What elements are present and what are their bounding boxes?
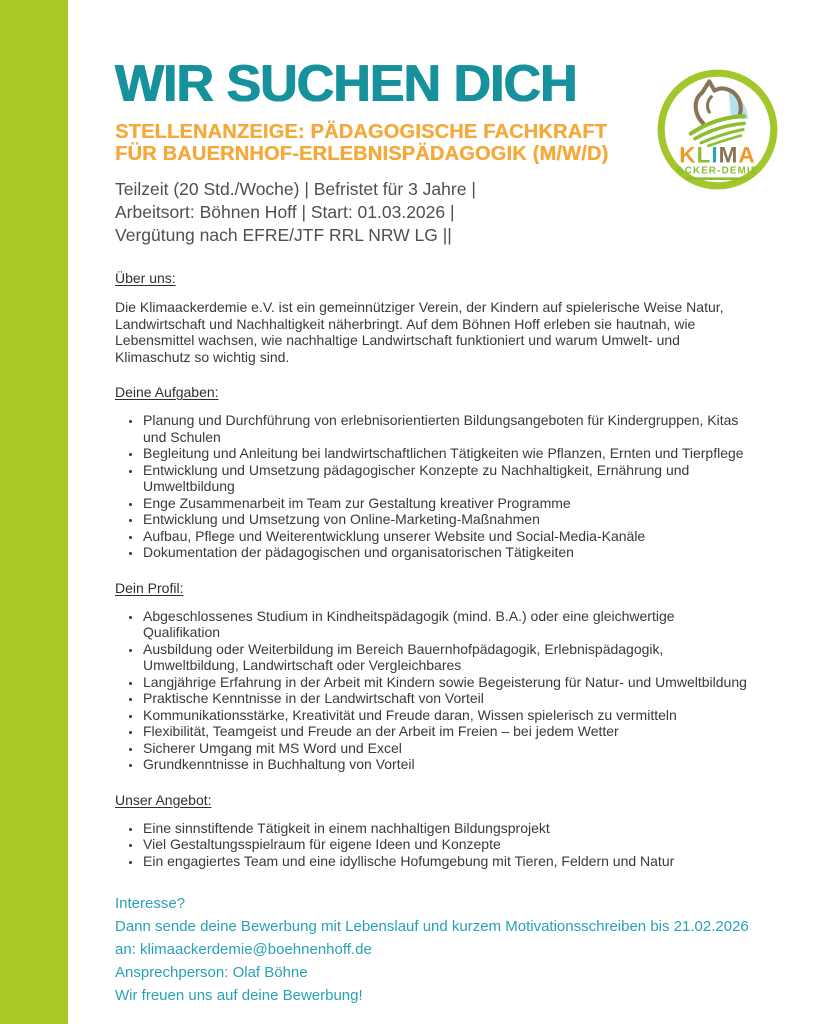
section-angebot — [115, 792, 755, 870]
list-item: • Enge Zusammenarbeit im Team zur Gestaltung kreativer Programme — [142, 495, 755, 512]
subtitle-line: STELLENANZEIGE: PÄDAGOGISCHE FACHKRAFT — [115, 121, 608, 143]
about-paragraph: Die Klimaackerdemie e.V. ist ein gemeinnütziger Verein, der Kindern auf spielerische Weise Natur, Landwirtschaft und Nachhaltigkeit näherbringt. Auf dem Böhnen Hoff erleben sie hautnah, wie Lebensmittel wachsen, wie nachhaltige Landwirtschaft funktioniert und warum Umwelt- und Klimaschutz so wichtig sind. — [115, 299, 724, 365]
section-profil — [115, 580, 755, 773]
logo-wordmark-klima: KLIMA — [679, 142, 756, 168]
page-title: WIR SUCHEN DICH — [115, 55, 577, 113]
logo-wordmark-ackerdemie: ACKER-DEMIE — [676, 165, 759, 177]
contact-line: Dann sende deine Bewerbung mit Lebenslauf und kurzem Motivationsschreiben bis 21.02.2026 an: klimaackerdemie@boehnenhoff.de — [115, 918, 749, 958]
section-heading-profil: Dein Profil: — [115, 579, 184, 596]
list-item: • Ein engagiertes Team und eine idyllische Hofumgebung mit Tieren, Feldern und Natur — [142, 853, 755, 870]
meta-line: Vergütung nach EFRE/JTF RRL NRW LG || — [115, 225, 452, 245]
list-item: • Abgeschlossenes Studium in Kindheitspädagogik (mind. B.A.) oder eine gleichwertige Qualifikation — [142, 608, 755, 641]
list-item: • Viel Gestaltungsspielraum für eigene Ideen und Konzepte — [142, 836, 755, 853]
list-item: • Grundkenntnisse in Buchhaltung von Vorteil — [142, 756, 755, 773]
section-heading-aufgaben: Deine Aufgaben: — [115, 384, 219, 400]
list-item: • Ausbildung oder Weiterbildung im Bereich Bauernhofpädagogik, Erlebnispädagogik, Umweltbildung, Landwirtschaft oder Vergleichbares — [142, 641, 755, 674]
job-subtitle — [115, 121, 756, 168]
section-heading-ueber-uns: Über uns: — [115, 270, 176, 286]
aufgaben-list — [115, 412, 755, 561]
list-item: • Entwicklung und Umsetzung pädagogischer Konzepte zu Nachhaltigkeit, Ernährung und Umweltbildung — [142, 462, 755, 495]
contact-block — [115, 892, 755, 1007]
flyer-content — [115, 57, 755, 1007]
section-heading-angebot: Unser Angebot: — [115, 791, 212, 808]
list-item: • Eine sinnstiftende Tätigkeit in einem nachhaltigen Bildungsprojekt — [142, 820, 755, 837]
contact-line: Interesse? — [115, 895, 186, 912]
left-accent-bar — [0, 0, 68, 1024]
list-item: • Kommunikationsstärke, Kreativität und Freude daran, Wissen spielerisch zu vermitteln — [142, 707, 755, 724]
list-item: • Sicherer Umgang mit MS Word und Excel — [142, 740, 755, 757]
list-item: • Praktische Kenntnisse in der Landwirtschaft von Vorteil — [142, 690, 755, 707]
subtitle-line: FÜR BAUERNHOF-ERLEBNISPÄDAGOGIK (M/W/D) — [115, 143, 609, 165]
meta-line: Teilzeit (20 Std./Woche) | Befristet für 3 Jahre | — [115, 179, 476, 199]
job-meta — [115, 178, 755, 247]
section-aufgaben — [115, 384, 755, 561]
list-item: • Begleitung und Anleitung bei landwirtschaftlichen Tätigkeiten wie Pflanzen, Ernten und Tierpflege — [142, 445, 755, 462]
profil-list — [115, 608, 755, 773]
list-item: • Langjährige Erfahrung in der Arbeit mit Kindern sowie Begeisterung für Natur- und Umweltbildung — [142, 674, 755, 691]
list-item: • Flexibilität, Teamgeist und Freude an der Arbeit im Freien – bei jedem Wetter — [142, 723, 755, 740]
list-item: • Aufbau, Pflege und Weiterentwicklung unserer Website und Social-Media-Kanäle — [142, 528, 755, 545]
contact-line: Wir freuen uns auf deine Bewerbung! — [115, 987, 363, 1004]
meta-line: Arbeitsort: Böhnen Hoff | Start: 01.03.2026 | — [115, 202, 455, 222]
list-item: • Planung und Durchführung von erlebnisorientierten Bildungsangeboten für Kindergruppen, Kitas und Schulen — [142, 412, 755, 445]
list-item: • Dokumentation der pädagogischen und organisatorischen Tätigkeiten — [142, 544, 755, 561]
list-item: • Entwicklung und Umsetzung von Online-Marketing-Maßnahmen — [142, 511, 755, 528]
section-ueber-uns — [115, 270, 755, 365]
contact-line: Ansprechperson: Olaf Böhne — [115, 964, 308, 981]
angebot-list — [115, 820, 755, 870]
